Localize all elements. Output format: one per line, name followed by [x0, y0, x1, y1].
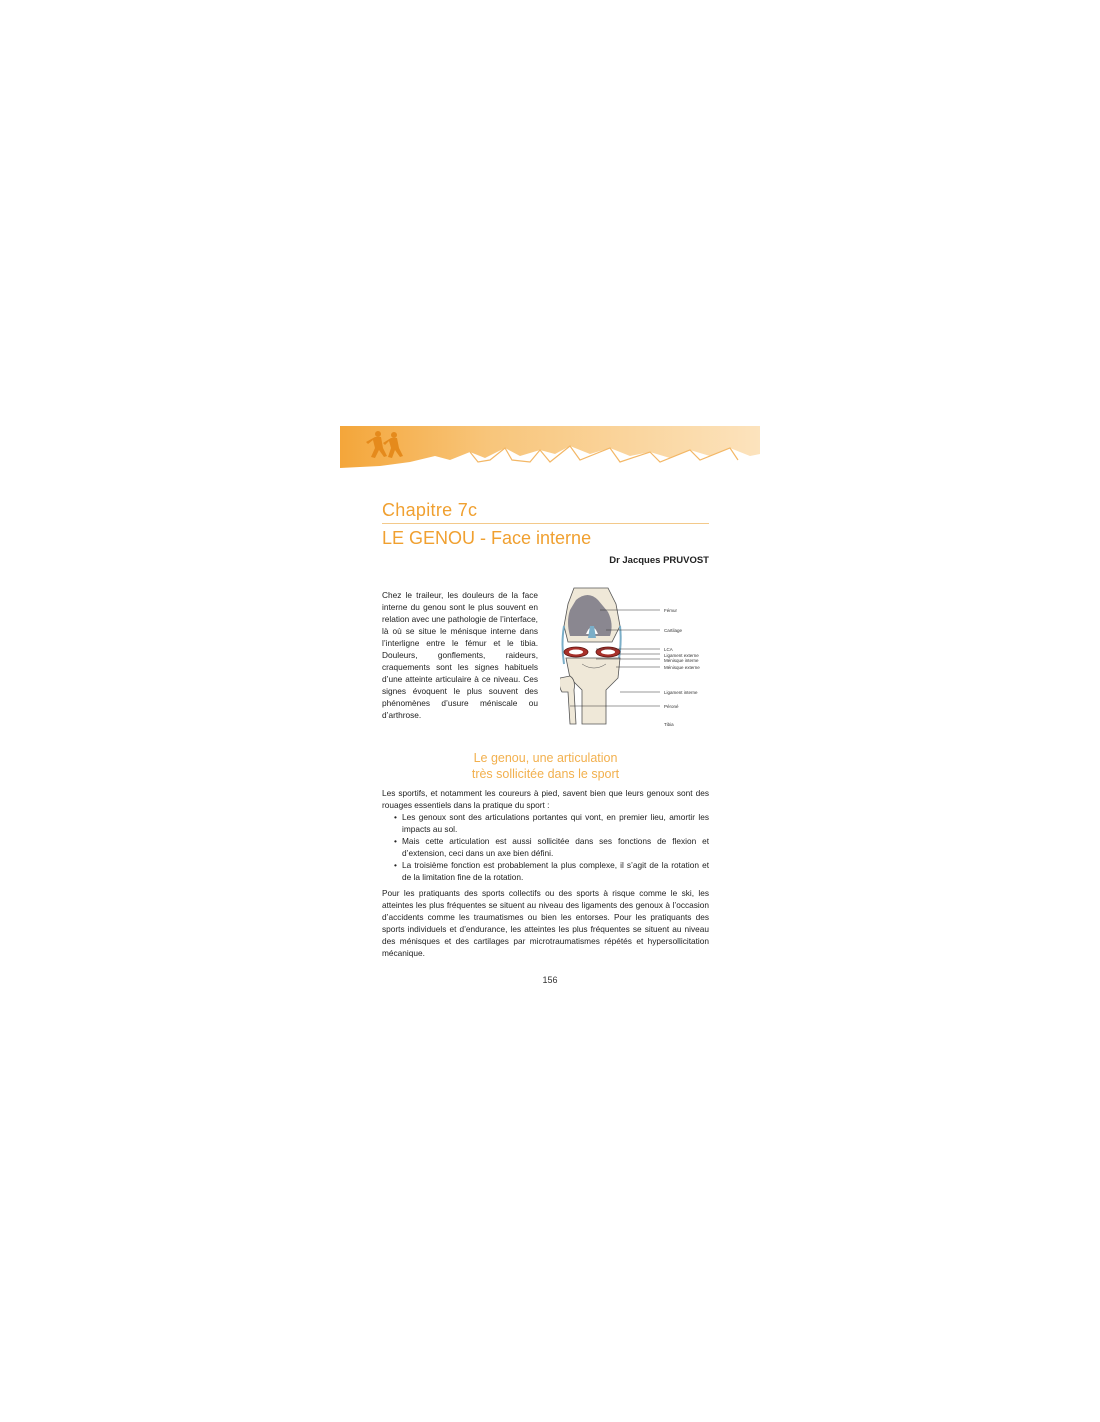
body-paragraph-1: Les sportifs, et notamment les coureurs à pied, savent bien que leurs genoux sont des rouages essentiels dans la pratique du sport : — [382, 788, 709, 810]
label-lca: LCA — [664, 647, 673, 652]
list-item: • Les genoux sont des articulations portantes qui vont, en premier lieu, amortir les impacts au sol. — [402, 811, 709, 835]
function-list — [382, 811, 709, 883]
chapter-heading: Chapitre 7c — [382, 500, 478, 520]
label-menisque-externe: Ménisque externe — [664, 665, 700, 670]
page-number: 156 — [542, 975, 558, 985]
section-title-line2: très sollicitée dans le sport — [471, 767, 620, 781]
knee-diagram — [560, 586, 720, 726]
list-item: • Mais cette articulation est aussi sollicitée dans ses fonctions de flexion et d’extension, ceci dans un axe bien défini. — [402, 835, 709, 859]
list-item: • La troisième fonction est probablement la plus complexe, il s’agit de la rotation et de la limitation fine de la rotation. — [402, 859, 709, 883]
label-perone: Péroné — [664, 704, 679, 709]
book-page — [340, 412, 760, 1007]
label-cartilage: Cartilage — [664, 628, 683, 633]
section-body — [382, 787, 709, 959]
chapter-divider — [382, 523, 709, 524]
section-title — [382, 750, 709, 782]
label-femur: Fémur — [664, 608, 678, 613]
label-ligament-interne: Ligament interne — [664, 690, 698, 695]
intro-paragraph: Chez le traileur, les douleurs de la face interne du genou sont le plus souvent en relation avec une pathologie de l’interface, là où se situe le ménisque interne dans l’interligne entre le fémur et le tibia. Douleurs, gonflements, raideurs, craquements sont les signes habituels d’une atteinte articulaire à ce niveau. Ces signes évoquent le plus souvent des phénomènes d’usure méniscale ou d’arthrose. — [382, 590, 538, 720]
header-banner — [340, 426, 760, 484]
section-title-line1: Le genou, une articulation — [473, 751, 618, 765]
body-paragraph-2: Pour les pratiquants des sports collectifs ou des sports à risque comme le ski, les atteintes les plus fréquentes se situent au niveau des ligaments des genoux à l’occasion d’accidents comme les traumatismes ou bien les entorses. Pour les pratiquants des sports individuels et d’endurance, les atteintes les plus fréquentes se situent au niveau des ménisques et des cartilages par microtraumatismes répétés et hypersollicitation mécanique. — [382, 888, 709, 958]
page-title: LE GENOU - Face interne — [382, 528, 592, 548]
label-tibia: Tibia — [664, 722, 674, 726]
author: Dr Jacques PRUVOST — [609, 555, 709, 566]
label-menisque-interne: Ménisque interne — [664, 658, 699, 663]
label-ligament-externe: Ligament externe — [664, 653, 699, 658]
